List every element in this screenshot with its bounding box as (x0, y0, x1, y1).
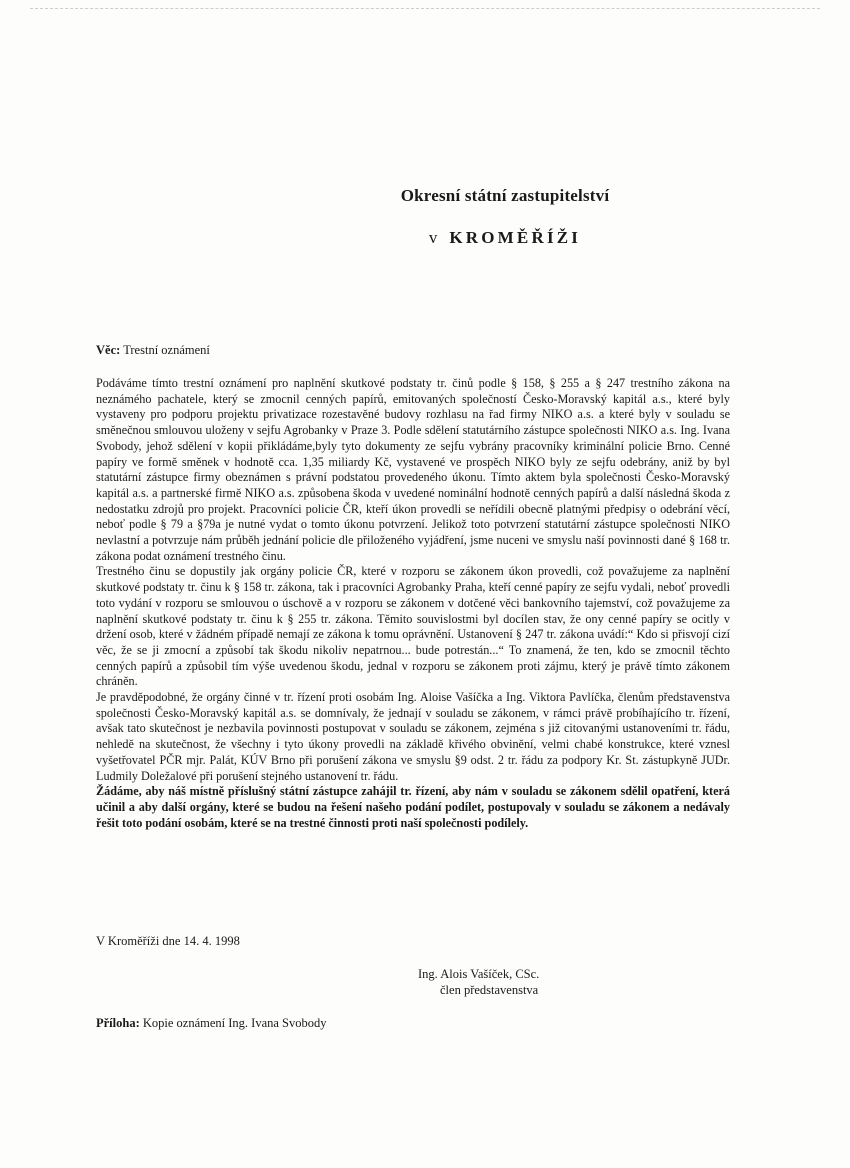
attachment-text: Kopie oznámení Ing. Ivana Svobody (142, 1016, 327, 1030)
office-city (80, 228, 850, 248)
subject-label: Věc: (96, 343, 121, 357)
signer-name: Ing. Alois Vašíček, CSc. (418, 967, 540, 981)
subject-line (96, 343, 210, 358)
signer-role: člen představenstva (440, 983, 539, 997)
demand-paragraph: Žádáme, aby náš místně příslušný státní zástupce zahájil tr. řízení, aby nám v souladu se zákonem sdělil opatření, která učinil a aby další orgány, které se budou na řešení našeho podání podílet, postupovaly v souladu se zákonem a nedávaly řešit toto podání osobám, které se na trestné činnosti proti naší společnosti podílely. (96, 784, 730, 830)
subject-text: Trestní oznámení (123, 343, 210, 357)
office-title: Okresní státní zastupitelství (400, 186, 610, 205)
scan-artifact-line (30, 8, 820, 11)
city-prefix: v (428, 228, 438, 247)
paragraph-3: Je pravděpodobné, že orgány činné v tr. řízení proti osobám Ing. Aloise Vašíčka a Ing. Viktora Pavlíčka, členům představenstva společnosti Česko-Moravský kapitál a.s. se domnívaly, že jednají v souladu se zákonem, v rámci právě probíhajícího tr. řízení, avšak tato skutečnost je nezbavila povinnosti postupovat v souladu se zákonem, zejména s již citovanými ustanoveními tr. řádu, nehledě na skutečnost, že všechny i tyto úkony provedli na základě křivého obvinění, velmi chabé konstrukce, které vznesl vyšetřovatel PČR mjr. Palát, KÚV Brno při porušení zákona ve smyslu §9 odst. 2 tr. řádu za podpory Kr. St. zástupkyně JUDr. Ludmily Doležalové při porušení stejného ustanovení tr. řádu. (96, 690, 730, 783)
signature-block (418, 966, 539, 998)
date-line: V Kroměříži dne 14. 4. 1998 (96, 934, 240, 948)
paragraph-1: Podáváme tímto trestní oznámení pro naplnění skutkové podstaty tr. činů podle § 158, § 255 a § 247 trestního zákona na neznámého pachatele, který se zmocnil cenných papírů, emitovaných společností Česko-Moravský kapitál a.s., které byly vystaveny pro podporu projektu privatizace rozestavěné budovy rozhlasu na řad firmy NIKO a.s. a které byly v souladu se směnečnou smlouvou uloženy v sejfu Agrobanky v Praze 3. Podle sdělení statutárního zástupce společnosti NIKO a.s. Ing. Ivana Svobody, jehož sdělení v kopii přikládáme,byly tyto dokumenty ze sejfu vybrány pracovníky kriminální policie Brno. Cenné papíry ve formě směnek v hodnotě cca. 1,35 miliardy Kč, vystavené ve prospěch NIKO byly ze sejfu odebrány, aniž by byl statutární zástupce firmy obeznámen s právní podstatou provedeného úkonu. Tímto aktem byla společnosti Česko-Moravský kapitál a.s. a partnerské firmě NIKO a.s. způsobena škoda v uvedené nominální hodnotě cenných papírů a další následná škoda z nedostatku zdrojů pro projekt. Pracovníci policie ČR, kteří úkon provedli se neřídili obecně platnými předpisy o odebrání věcí, neboť podle § 79 a §79a je nutné vydat o tomto úkonu potvrzení. Jelikož toto potvrzení statutární zástupce společnosti NIKO nevlastní a potvrzuje nám průběh jednání policie dle přiloženého vyjádření, jsme nuceni ve smyslu naší povinnosti dané § 168 tr. zákona podat oznámení trestného činu. (96, 376, 730, 563)
letter-body (96, 376, 730, 831)
paragraph-2: Trestného činu se dopustily jak orgány policie ČR, které v rozporu se zákonem úkon provedli, což považujeme za naplnění skutkové podstaty tr. činu k § 158 tr. zákona, tak i pracovníci Agrobanky Praha, kteří cenné papíry ze sejfu vydali, neboť provedli toto vydání v rozporu se smlouvou o úschově a v rozporu se zákonem v dotčené věci bankovního tajemství, což považujeme za naplnění skutkové podstaty tr. činu k § 255 tr. zákona. Těmito souvislostmi byl docílen stav, že ony cenné papíry se ocitly v držení osob, které v žádném případě nemají ze zákona k tomu oprávnění. Ustanovení § 247 tr. zákona uvádí:“ Kdo si přisvojí cizí věc, že se ji zmocní a způsobí tak škodu nikoliv nepatrnou... bude potrestán...“ To znamená, že ten, kdo se zmocnil těchto cenných papírů a způsobil tím výše uvedenou škodu, jednal v rozporu se zákonem proti zájmu, který je právě tímto zákonem chráněn. (96, 564, 730, 689)
attachment-line (96, 1016, 327, 1031)
city-name: KROMĚŘÍŽI (449, 228, 582, 247)
attachment-label: Příloha: (96, 1016, 140, 1030)
